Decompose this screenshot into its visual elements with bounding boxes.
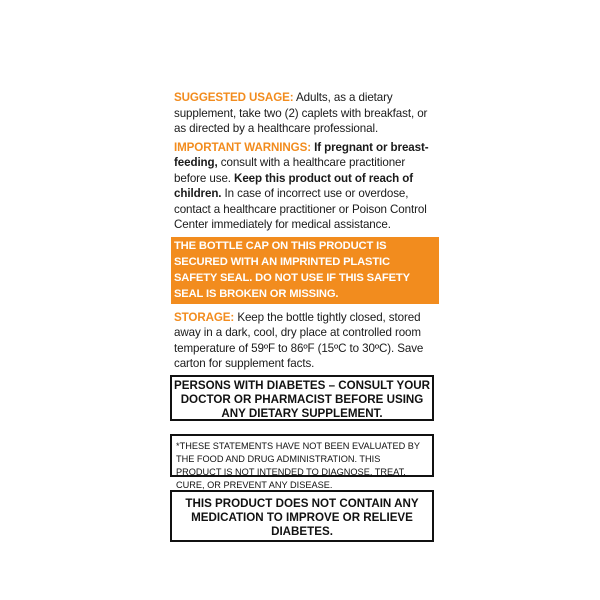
storage-heading: STORAGE: — [174, 310, 235, 324]
suggested-usage-text: Adults, as a dietary supplement, take two (2) caplets with breakfast, or as directed by a healthcare professional. — [174, 91, 428, 135]
suggested-usage-paragraph — [174, 90, 436, 137]
label-text-block — [174, 90, 436, 375]
safety-seal-notice: THE BOTTLE CAP ON THIS PRODUCT IS SECURED WITH AN IMPRINTED PLASTIC SAFETY SEAL. DO NOT USE IF THIS SAFETY SEAL IS BROKEN OR MISSING. — [171, 237, 439, 304]
important-warnings-heading: IMPORTANT WARNINGS: — [174, 140, 311, 154]
diabetes-consult-notice: PERSONS WITH DIABETES – CONSULT YOUR DOCTOR OR PHARMACIST BEFORE USING ANY DIETARY SUPPLEMENT. — [170, 375, 434, 421]
important-warnings-paragraph — [174, 140, 436, 233]
fda-disclaimer-notice: *THESE STATEMENTS HAVE NOT BEEN EVALUATED BY THE FOOD AND DRUG ADMINISTRATION. THIS PRODUCT IS NOT INTENDED TO DIAGNOSE, TREAT, CURE, OR PREVENT ANY DISEASE. — [170, 434, 434, 477]
storage-text: Keep the bottle tightly closed, stored away in a dark, cool, dry place at controlled room temperature of 59ºF to 86ºF (15ºC to 30ºC). Save carton for supplement facts. — [174, 310, 424, 370]
suggested-usage-heading: SUGGESTED USAGE: — [174, 91, 294, 104]
overdose-text: In case of incorrect use or overdose, contact a healthcare practitioner or Poison Control Center immediately for medical assistance. — [174, 187, 427, 231]
keep-out-of-reach-warning: Keep this product out of reach of children. — [174, 171, 414, 200]
consult-practitioner-text: consult with a healthcare practitioner before use. — [174, 156, 406, 185]
storage-paragraph — [174, 310, 436, 372]
no-medication-notice: THIS PRODUCT DOES NOT CONTAIN ANY MEDICATION TO IMPROVE OR RELIEVE DIABETES. — [170, 490, 434, 542]
pregnancy-warning: If pregnant or breast-feeding, — [174, 140, 429, 169]
